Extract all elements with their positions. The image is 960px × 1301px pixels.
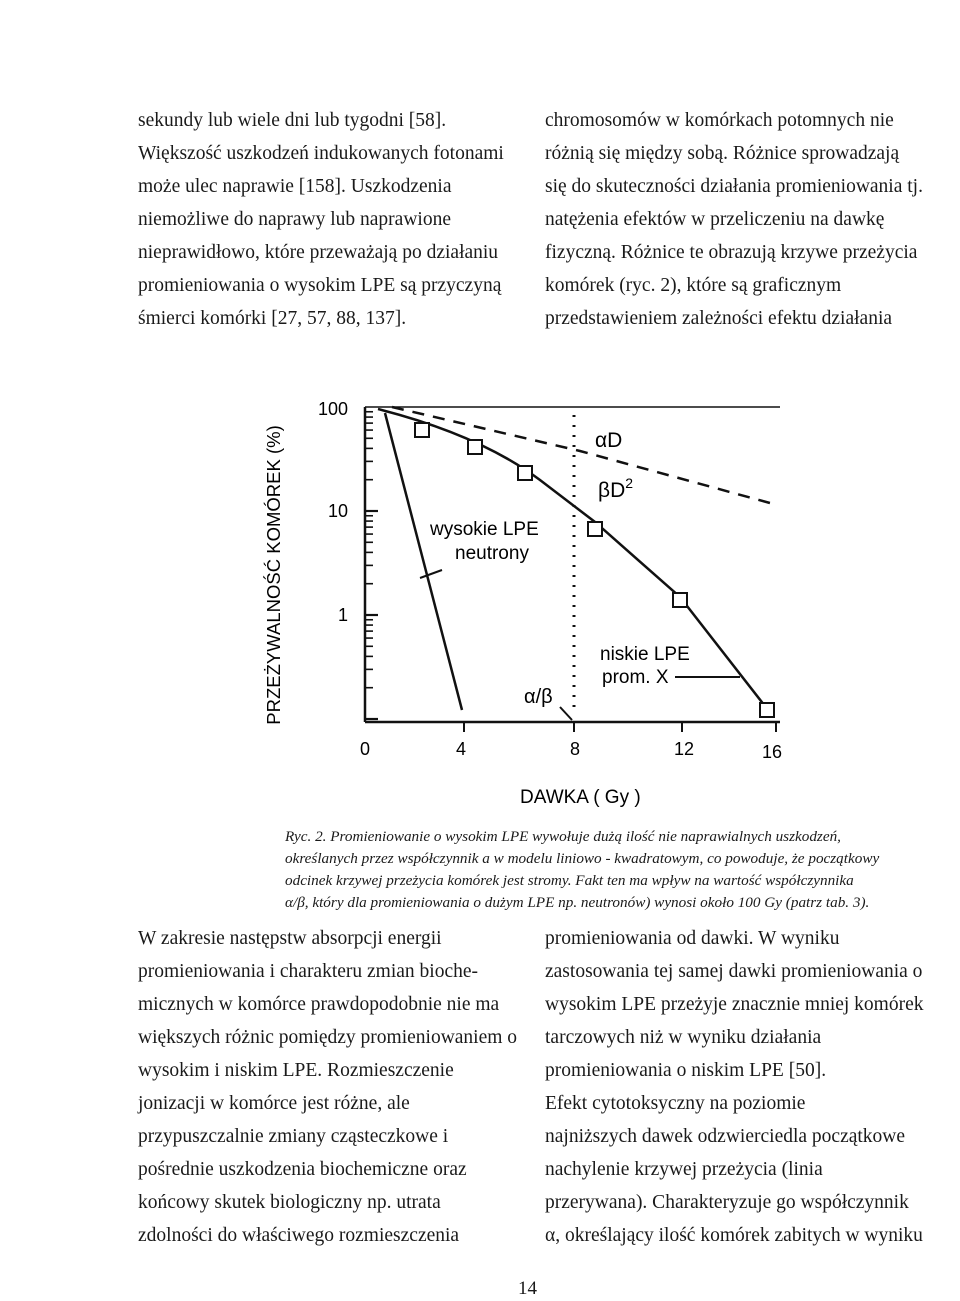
text-line: jonizacji w komórce jest różne, ale [138,1093,410,1114]
survival-curve-figure [250,385,810,815]
text-line: zastosowania tej samej dawki promieniowania o [545,961,923,982]
text-line: chromosomów w komórkach potomnych nie [545,110,894,131]
text-line: może ulec naprawie [158]. Uszkodzenia [138,176,452,197]
x-axis-label: DAWKA ( Gy ) [520,787,641,808]
text-line: końcowy skutek biologiczny np. utrata [138,1192,441,1213]
text-line: micznych w komórce prawdopodobnie nie ma [138,994,500,1015]
high-lpe-label: wysokie LPE [430,519,539,540]
text-line: się do skuteczności działania promieniowania tj. [545,176,923,197]
text-line: przerywana). Charakteryzuje go współczynnik [545,1192,909,1213]
text-line: Efekt cytotoksyczny na poziomie [545,1093,806,1114]
text-line: nachylenie krzywej przeżycia (linia [545,1159,823,1180]
text-line: różnią się między sobą. Różnice sprowadzają [545,143,900,164]
neutrons-label: neutrony [455,543,529,564]
text-line: niemożliwe do naprawy lub naprawione [138,209,451,230]
y-axis-label: PRZEŻYWALNOŚĆ KOMÓREK (%) [263,425,284,725]
alpha-d-line [392,407,770,503]
alpha-d-label: αD [595,429,623,452]
text-line: większych różnic pomiędzy promieniowaniem o [138,1027,518,1048]
caption-line: Ryc. 2. Promieniowanie o wysokim LPE wywołuje dużą ilość nie naprawialnych uszkodzeń, [285,828,841,845]
x-tick-label: 4 [456,739,467,759]
text-line: nieprawidłowo, które przeważają po działaniu [138,242,499,263]
y-minor-ticks [365,412,378,719]
text-line: śmierci komórki [27, 57, 88, 137]. [138,308,407,329]
caption-line: α/β, który dla promieniowania o dużym LPE np. neutronów) wynosi około 100 Gy (patrz tab. 3). [285,894,870,911]
neutrons-pointer [420,570,442,578]
data-marker [468,440,482,454]
x-tick-label: 16 [762,742,783,762]
y-tick-label: 100 [318,399,349,419]
text-line: Większość uszkodzeń indukowanych fotonami [138,143,504,164]
text-line: przedstawieniem zależności efektu działania [545,308,893,329]
data-marker [415,423,429,437]
data-marker [518,466,532,480]
caption-line: odcinek krzywej przeżycia komórek jest stromy. Fakt ten ma wpływ na wartość współczynnika [285,872,854,889]
text-line: najniższych dawek odzwierciedla początkowe [545,1126,906,1147]
text-line: przypuszczalnie zmiany cząsteczkowe i [138,1126,449,1147]
x-tick-label: 12 [674,739,695,759]
text-line: komórek (ryc. 2), które są graficznym [545,275,842,296]
data-marker [760,703,774,717]
xray-label: prom. X [602,667,669,688]
survival-chart [250,385,810,815]
text-line: promieniowania i charakteru zmian bioche- [138,961,479,982]
low-lpe-label: niskie LPE [600,644,690,665]
text-line: promieniowania o wysokim LPE są przyczyną [138,275,502,296]
y-tick-label: 10 [328,501,349,521]
text-line: promieniowania od dawki. W wyniku [545,928,840,949]
alpha-beta-label: α/β [524,686,553,708]
text-line: pośrednie uszkodzenia biochemiczne oraz [138,1159,467,1180]
page-number: 14 [518,1278,537,1299]
high-lpe-curve [385,413,462,710]
alpha-beta-pointer [560,707,572,720]
data-marker [673,593,687,607]
x-tick-label: 0 [360,739,371,759]
text-line: zdolności do właściwego rozmieszczenia [138,1225,460,1246]
text-line: W zakresie następstw absorpcji energii [138,928,442,949]
caption-line: określanych przez współczynnik a w modelu liniowo - kwadratowym, co powoduje, że początkowy [285,850,880,867]
low-lpe-curve [378,409,768,710]
text-line: natężenia efektów w przeliczeniu na dawkę [545,209,885,230]
text-line: α, określający ilość komórek zabitych w wyniku [545,1225,923,1246]
text-line: wysokim i niskim LPE. Rozmieszczenie [138,1060,454,1081]
text-line: tarczowych niż w wyniku działania [545,1027,822,1048]
text-line: promieniowania o niskim LPE [50]. [545,1060,827,1081]
data-marker [588,522,602,536]
x-tick-label: 8 [570,739,581,759]
text-line: fizyczną. Różnice te obrazują krzywe przeżycia [545,242,918,263]
y-tick-label: 1 [338,605,349,625]
text-line: sekundy lub wiele dni lub tygodni [58]. [138,110,447,131]
text-line: wysokim LPE przeżyje znacznie mniej komórek [545,994,924,1015]
beta-d2-label: $\beta D^2$ [598,475,634,502]
